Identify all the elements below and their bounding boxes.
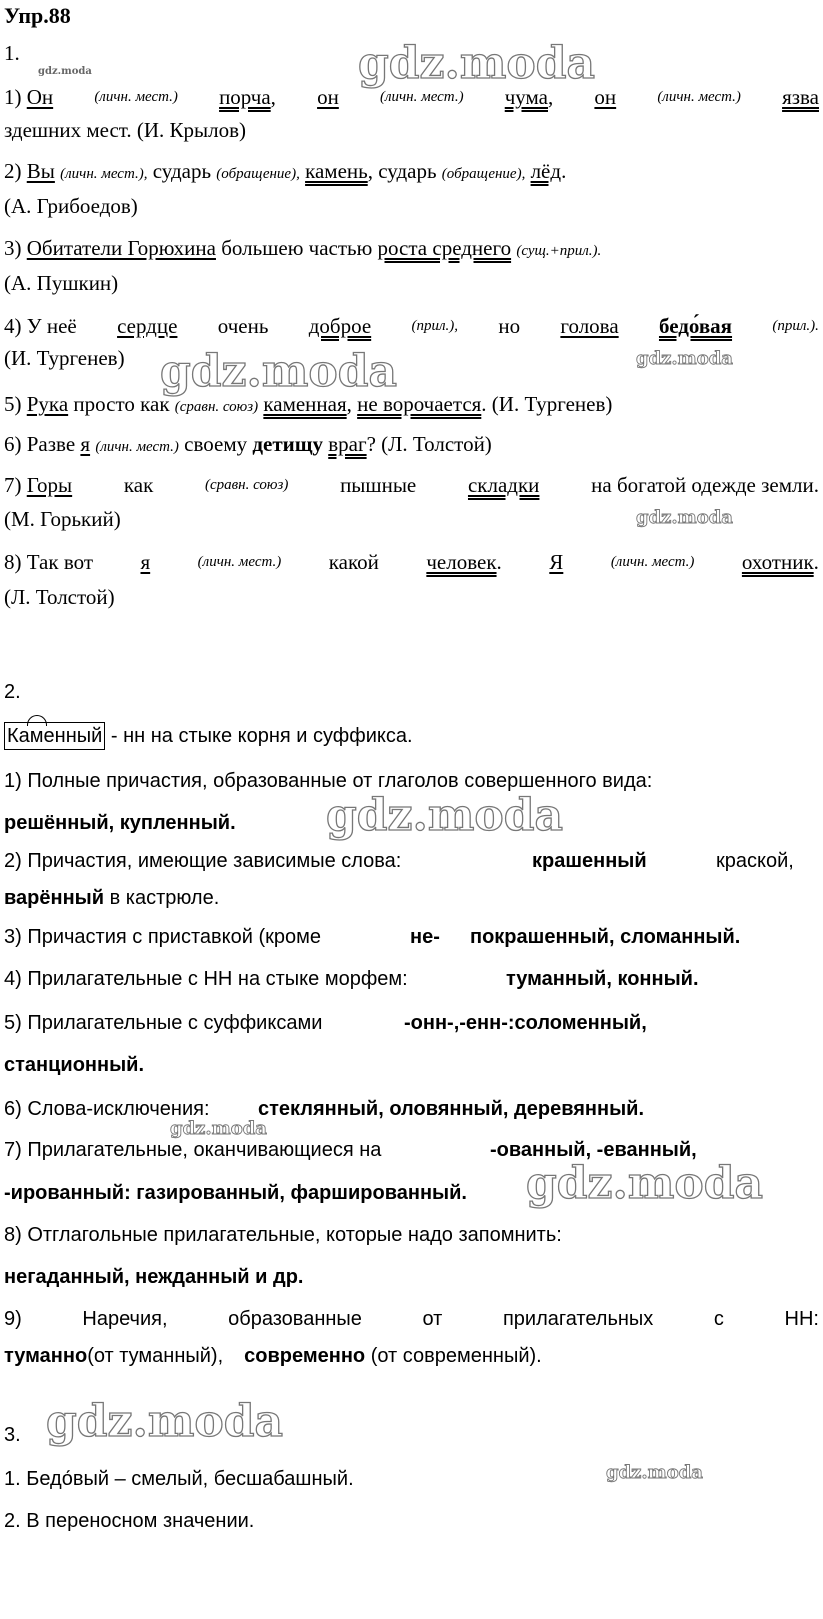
sentence-4: 4) У неё сердце очень доброе (прил.), но голова бедо́вая (прил.). (4, 314, 819, 338)
rule-5: 5) Прилагательные с суффиксами (4, 1012, 323, 1034)
rule-2-cont: варённый в кастрюле. (4, 887, 220, 909)
rule-head: Каменный - нн на стыке корня и суффикса. (4, 722, 413, 750)
rule-7: 7) Прилагательные, оканчивающиеся на (4, 1139, 382, 1161)
rule-7-example-cont: -ированный: газированный, фаршированный. (4, 1182, 467, 1204)
rule-7-example: -ованный, -еванный, (490, 1139, 697, 1161)
rule-4-example: туманный, конный. (506, 968, 699, 990)
watermark: gdz.moda (326, 790, 564, 841)
sentence-8: 8) Так вот я (личн. мест.) какой человек. Я (личн. мест.) охотник. (4, 550, 819, 574)
sentence-5: 5) Рука просто как (сравн. союз) каменная, не ворочается. (И. Тургенев) (4, 392, 613, 416)
sentence-2-cont: (А. Грибоедов) (4, 194, 138, 218)
morpheme-word: Каменный (4, 722, 105, 750)
answer-2: 2. В переносном значении. (4, 1510, 255, 1532)
sentence-8-cont: (Л. Толстой) (4, 585, 115, 609)
watermark: gdz.moda (526, 1158, 764, 1209)
rule-4: 4) Прилагательные с НН на стыке морфем: (4, 968, 408, 990)
watermark: gdz.moda (46, 1396, 284, 1447)
section1-number: 1. (4, 41, 20, 65)
sentence-1: 1) Он (личн. мест.) порча, он (личн. мест.) чума, он (личн. мест.) язва (4, 85, 819, 109)
exercise-title: Упр.88 (4, 3, 71, 28)
rule-2: 2) Причастия, имеющие зависимые слова: (4, 850, 402, 872)
watermark: gdz.moda (358, 38, 596, 89)
rule-6-example: стеклянный, оловянный, деревянный. (258, 1098, 644, 1120)
answer-1: 1. Бедо́вый – смелый, бесшабашный. (4, 1468, 354, 1490)
watermark: gdz.moda (606, 1462, 703, 1483)
rule-2-text: краской, (716, 850, 794, 872)
rule-6: 6) Слова-исключения: (4, 1098, 210, 1120)
rule-5-example-cont: станционный. (4, 1054, 145, 1076)
sentence-4-cont: (И. Тургенев) (4, 346, 125, 370)
watermark: gdz.moda (636, 348, 733, 369)
watermark: gdz.moda (636, 507, 733, 528)
sentence-1-cont: здешних мест. (И. Крылов) (4, 118, 247, 142)
rule-1: 1) Полные причастия, образованные от глаголов совершенного вида: (4, 770, 653, 792)
rule-9: 9) Наречия, образованные от прилагательных с НН: (4, 1308, 819, 1330)
rule-3-example: покрашенный, сломанный. (470, 926, 741, 948)
watermark: gdz.moda (170, 1118, 267, 1139)
rule-1-example: решённый, купленный. (4, 812, 236, 834)
sentence-3: 3) Обитатели Горюхина большею частью роста среднего (сущ.+прил.). (4, 236, 602, 260)
rule-5-example: -онн-,-енн-:соломенный, (404, 1012, 647, 1034)
rule-2-example: крашенный (532, 850, 647, 872)
rule-9-example: туманно(от туманный), современно (от современный). (4, 1345, 542, 1367)
rule-3: 3) Причастия с приставкой (кроме (4, 926, 321, 948)
sentence-3-cont: (А. Пушкин) (4, 271, 119, 295)
rule-8: 8) Отглагольные прилагательные, которые надо запомнить: (4, 1224, 562, 1246)
sentence-6: 6) Разве я (личн. мест.) своему детищу враг? (Л. Толстой) (4, 432, 492, 456)
watermark: gdz.moda (38, 66, 92, 77)
section2-number: 2. (4, 681, 21, 703)
sentence-2: 2) Вы (личн. мест.), сударь (обращение), камень, сударь (обращение), лёд. (4, 159, 567, 183)
sentence-7-cont: (М. Горький) (4, 507, 121, 531)
section3-number: 3. (4, 1424, 21, 1446)
rule-8-example: негаданный, нежданный и др. (4, 1266, 304, 1288)
watermark: gdz.moda (160, 346, 398, 397)
sentence-7: 7) Горы как (сравн. союз) пышные складки на богатой одежде земли. (4, 473, 819, 497)
rule-3-prefix: не- (410, 926, 440, 948)
